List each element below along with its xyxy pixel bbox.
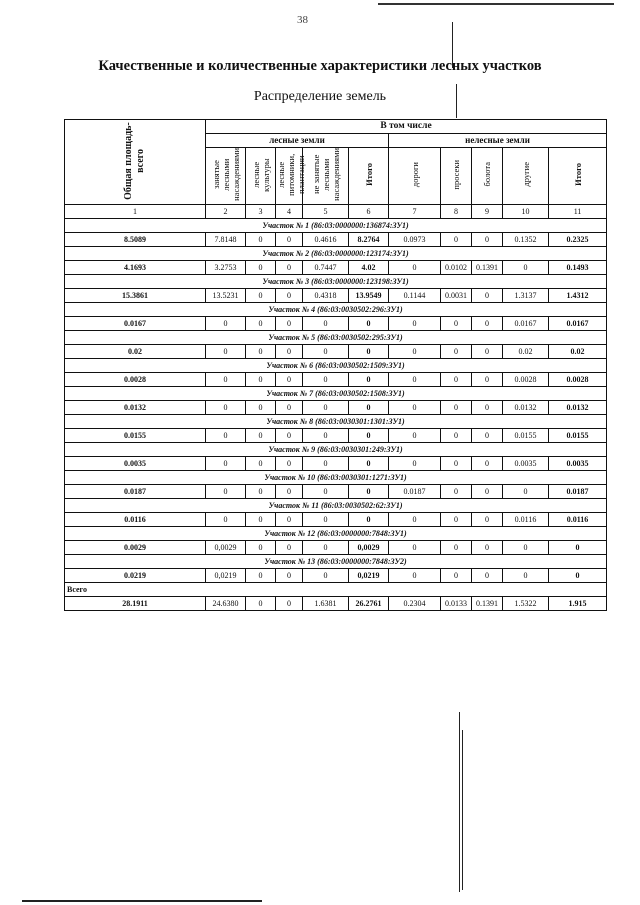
value-cell: 15.3861 — [65, 288, 206, 302]
column-number: 10 — [503, 204, 549, 218]
value-cell: 0 — [441, 456, 472, 470]
value-cell: 0 — [389, 540, 441, 554]
parcel-label: Участок № 7 (86:03:0030502:1508:ЗУ1) — [65, 386, 607, 400]
value-cell: 0 — [389, 512, 441, 526]
value-cell: 0 — [472, 540, 503, 554]
value-cell: 0 — [441, 484, 472, 498]
column-header: Итого — [549, 148, 607, 205]
value-cell: 0 — [246, 316, 276, 330]
value-cell: 0 — [246, 372, 276, 386]
value-cell: 0.0167 — [503, 316, 549, 330]
value-cell: 0.4318 — [303, 288, 349, 302]
value-cell: 0 — [303, 512, 349, 526]
value-cell: 24.6380 — [206, 596, 246, 610]
value-cell: 0 — [303, 400, 349, 414]
value-cell: 0 — [472, 484, 503, 498]
total-label-row — [65, 582, 607, 596]
column-header: дороги — [389, 148, 441, 205]
value-cell: 0 — [276, 232, 303, 246]
value-cell: 0 — [276, 372, 303, 386]
parcel-values-row — [65, 372, 607, 386]
value-cell: 0 — [246, 540, 276, 554]
value-cell: 0.0035 — [549, 456, 607, 470]
value-cell: 0.1352 — [503, 232, 549, 246]
value-cell: 0 — [206, 456, 246, 470]
parcel-values-row — [65, 260, 607, 274]
value-cell: 0.0116 — [549, 512, 607, 526]
parcel-header-row — [65, 246, 607, 260]
value-cell: 0.0167 — [65, 316, 206, 330]
parcel-values-row — [65, 540, 607, 554]
value-cell: 0 — [389, 428, 441, 442]
value-cell: 0 — [472, 568, 503, 582]
parcel-header-row — [65, 498, 607, 512]
value-cell: 0 — [303, 428, 349, 442]
value-cell: 0 — [303, 456, 349, 470]
value-cell: 0 — [349, 484, 389, 498]
value-cell: 0 — [276, 316, 303, 330]
value-cell: 0 — [389, 372, 441, 386]
value-cell: 0.0132 — [503, 400, 549, 414]
value-cell: 0.0167 — [549, 316, 607, 330]
value-cell: 0 — [441, 316, 472, 330]
value-cell: 0 — [276, 512, 303, 526]
value-cell: 0.0187 — [65, 484, 206, 498]
value-cell: 0.02 — [549, 344, 607, 358]
value-cell: 0.1144 — [389, 288, 441, 302]
value-cell: 0 — [276, 484, 303, 498]
value-cell: 1.4312 — [549, 288, 607, 302]
parcel-label: Участок № 12 (86:03:0000000:7848:ЗУ1) — [65, 526, 607, 540]
value-cell: 0.0187 — [389, 484, 441, 498]
value-cell: 0.0973 — [389, 232, 441, 246]
parcel-header-row — [65, 218, 607, 232]
value-cell: 4.1693 — [65, 260, 206, 274]
parcel-label: Участок № 1 (86:03:0000000:136874:ЗУ1) — [65, 218, 607, 232]
column-number: 4 — [276, 204, 303, 218]
value-cell: 0 — [349, 372, 389, 386]
value-cell: 0 — [389, 260, 441, 274]
column-number: 9 — [472, 204, 503, 218]
value-cell: 0 — [276, 428, 303, 442]
value-cell: 3.2753 — [206, 260, 246, 274]
value-cell: 0 — [303, 316, 349, 330]
value-cell: 0 — [441, 540, 472, 554]
value-cell: 0 — [472, 344, 503, 358]
value-cell: 0 — [389, 316, 441, 330]
parcel-values-row — [65, 456, 607, 470]
value-cell: 0.0031 — [441, 288, 472, 302]
value-cell: 0 — [389, 344, 441, 358]
parcel-label: Участок № 5 (86:03:0030502:295:ЗУ1) — [65, 330, 607, 344]
column-number: 7 — [389, 204, 441, 218]
value-cell: 0 — [349, 456, 389, 470]
value-cell: 1.6381 — [303, 596, 349, 610]
value-cell: 0 — [503, 568, 549, 582]
value-cell: 1.5322 — [503, 596, 549, 610]
parcel-values-row — [65, 288, 607, 302]
value-cell: 0 — [549, 568, 607, 582]
value-cell: 0.4616 — [303, 232, 349, 246]
value-cell: 0.0132 — [549, 400, 607, 414]
parcel-values-row — [65, 232, 607, 246]
value-cell: 0 — [246, 288, 276, 302]
value-cell: 0 — [246, 512, 276, 526]
value-cell: 0 — [472, 316, 503, 330]
value-cell: 0 — [303, 540, 349, 554]
value-cell: 0,0219 — [206, 568, 246, 582]
value-cell: 0 — [246, 232, 276, 246]
value-cell: 0.0029 — [65, 540, 206, 554]
value-cell: 0.0028 — [65, 372, 206, 386]
column-header: другие — [503, 148, 549, 205]
column-number: 1 — [65, 204, 206, 218]
value-cell: 0 — [441, 344, 472, 358]
value-cell: 0 — [276, 400, 303, 414]
value-cell: 0 — [349, 316, 389, 330]
value-cell: 0.7447 — [303, 260, 349, 274]
column-number: 6 — [349, 204, 389, 218]
value-cell: 0.1493 — [549, 260, 607, 274]
column-header: Итого — [349, 148, 389, 205]
in-that-number-header: В том числе — [206, 120, 607, 134]
header-row — [65, 120, 607, 134]
column-number: 8 — [441, 204, 472, 218]
scan-artifact-line — [462, 730, 463, 890]
column-number-row — [65, 204, 607, 218]
value-cell: 0 — [276, 260, 303, 274]
value-cell: 7.8148 — [206, 232, 246, 246]
parcel-header-row — [65, 274, 607, 288]
parcel-label: Участок № 8 (86:03:0030301:1301:ЗУ1) — [65, 414, 607, 428]
parcel-values-row — [65, 316, 607, 330]
value-cell: 0.0219 — [65, 568, 206, 582]
value-cell: 0.2325 — [549, 232, 607, 246]
value-cell: 0 — [503, 484, 549, 498]
value-cell: 0 — [246, 568, 276, 582]
value-cell: 0.2304 — [389, 596, 441, 610]
parcel-header-row — [65, 414, 607, 428]
parcel-header-row — [65, 554, 607, 568]
total-area-header: Общая площадь-всего — [65, 120, 206, 205]
value-cell: 0 — [276, 344, 303, 358]
value-cell: 0 — [276, 456, 303, 470]
parcel-label: Участок № 10 (86:03:0030301:1271:ЗУ1) — [65, 470, 607, 484]
parcel-label: Участок № 9 (86:03:0030301:249:ЗУ1) — [65, 442, 607, 456]
parcel-values-row — [65, 400, 607, 414]
value-cell: 0 — [349, 344, 389, 358]
parcel-label: Участок № 3 (86:03:0000000:123198:ЗУ1) — [65, 274, 607, 288]
value-cell: 0.0155 — [549, 428, 607, 442]
parcel-label: Участок № 2 (86:03:0000000:123174:ЗУ1) — [65, 246, 607, 260]
value-cell: 0.0155 — [503, 428, 549, 442]
value-cell: 0 — [206, 372, 246, 386]
parcel-label: Участок № 13 (86:03:0000000:7848:ЗУ2) — [65, 554, 607, 568]
value-cell: 0 — [549, 540, 607, 554]
value-cell: 0 — [349, 428, 389, 442]
parcel-values-row — [65, 484, 607, 498]
value-cell: 0.0102 — [441, 260, 472, 274]
value-cell: 0 — [246, 428, 276, 442]
value-cell: 0 — [246, 400, 276, 414]
value-cell: 0 — [441, 400, 472, 414]
value-cell: 0.0132 — [65, 400, 206, 414]
value-cell: 0 — [389, 456, 441, 470]
value-cell: 0.1391 — [472, 260, 503, 274]
value-cell: 0 — [276, 288, 303, 302]
parcel-header-row — [65, 302, 607, 316]
column-number: 2 — [206, 204, 246, 218]
forest-lands-header: лесные земли — [206, 134, 389, 148]
value-cell: 0 — [441, 428, 472, 442]
value-cell: 0.0133 — [441, 596, 472, 610]
parcel-label: Участок № 6 (86:03:0030502:1509:ЗУ1) — [65, 358, 607, 372]
value-cell: 8.5089 — [65, 232, 206, 246]
value-cell: 0 — [246, 260, 276, 274]
value-cell: 0 — [441, 372, 472, 386]
value-cell: 0 — [349, 400, 389, 414]
value-cell: 8.2764 — [349, 232, 389, 246]
value-cell: 0 — [472, 428, 503, 442]
value-cell: 0 — [246, 596, 276, 610]
value-cell: 0 — [276, 568, 303, 582]
value-cell: 0 — [472, 372, 503, 386]
value-cell: 0 — [206, 400, 246, 414]
column-number: 5 — [303, 204, 349, 218]
value-cell: 0 — [389, 568, 441, 582]
value-cell: 0 — [441, 568, 472, 582]
parcel-header-row — [65, 358, 607, 372]
value-cell: 0 — [303, 568, 349, 582]
value-cell: 0 — [303, 344, 349, 358]
parcel-label: Участок № 4 (86:03:0030502:296:ЗУ1) — [65, 302, 607, 316]
value-cell: 0.0028 — [503, 372, 549, 386]
parcel-header-row — [65, 470, 607, 484]
parcel-header-row — [65, 386, 607, 400]
value-cell: 0 — [441, 232, 472, 246]
column-header: занятые лесными насаждениями — [206, 148, 246, 205]
value-cell: 26.2761 — [349, 596, 389, 610]
parcel-header-row — [65, 526, 607, 540]
value-cell: 0 — [206, 484, 246, 498]
value-cell: 0 — [246, 456, 276, 470]
value-cell: 1.915 — [549, 596, 607, 610]
page-number: 38 — [297, 14, 308, 26]
value-cell: 4.02 — [349, 260, 389, 274]
value-cell: 0 — [246, 484, 276, 498]
value-cell: 0 — [276, 540, 303, 554]
parcel-label: Участок № 11 (86:03:0030502:62:ЗУ1) — [65, 498, 607, 512]
value-cell: 0 — [206, 512, 246, 526]
scan-artifact-top — [378, 3, 614, 5]
value-cell: 0 — [441, 512, 472, 526]
column-header: лесные питомники, плантации — [276, 148, 303, 205]
value-cell: 0,0219 — [349, 568, 389, 582]
value-cell: 0.02 — [503, 344, 549, 358]
value-cell: 28.1911 — [65, 596, 206, 610]
value-cell: 0.0155 — [65, 428, 206, 442]
value-cell: 0.0187 — [549, 484, 607, 498]
column-header: болота — [472, 148, 503, 205]
value-cell: 0 — [472, 400, 503, 414]
value-cell: 0 — [472, 512, 503, 526]
value-cell: 0 — [276, 596, 303, 610]
column-number: 11 — [549, 204, 607, 218]
value-cell: 0 — [349, 512, 389, 526]
value-cell: 0,0029 — [349, 540, 389, 554]
scan-artifact-line — [459, 712, 460, 892]
value-cell: 0.0035 — [65, 456, 206, 470]
value-cell: 0.1391 — [472, 596, 503, 610]
document-title: Качественные и количественные характеристики лесных участков — [98, 58, 542, 74]
value-cell: 0.0116 — [65, 512, 206, 526]
value-cell: 0.0035 — [503, 456, 549, 470]
value-cell: 0 — [206, 316, 246, 330]
parcel-values-row — [65, 568, 607, 582]
value-cell: 0 — [503, 540, 549, 554]
value-cell: 0 — [389, 400, 441, 414]
parcel-header-row — [65, 330, 607, 344]
total-values-row — [65, 596, 607, 610]
value-cell: 0 — [206, 428, 246, 442]
value-cell: 0 — [472, 288, 503, 302]
value-cell: 0,0029 — [206, 540, 246, 554]
value-cell: 0 — [472, 232, 503, 246]
value-cell: 13.9549 — [349, 288, 389, 302]
scan-artifact-bottom — [22, 900, 262, 902]
column-number: 3 — [246, 204, 276, 218]
document-subtitle: Распределение земель — [253, 89, 387, 104]
value-cell: 0 — [303, 484, 349, 498]
value-cell: 0 — [303, 372, 349, 386]
value-cell: 0 — [206, 344, 246, 358]
parcel-values-row — [65, 344, 607, 358]
value-cell: 13.5231 — [206, 288, 246, 302]
value-cell: 0.0028 — [549, 372, 607, 386]
column-header: не занятые лесными насаждениями — [303, 148, 349, 205]
total-label: Всего — [65, 582, 607, 596]
value-cell: 1.3137 — [503, 288, 549, 302]
column-header: лесные культуры — [246, 148, 276, 205]
value-cell: 0 — [472, 456, 503, 470]
land-distribution-table — [64, 119, 607, 611]
parcel-header-row — [65, 442, 607, 456]
value-cell: 0.02 — [65, 344, 206, 358]
parcel-values-row — [65, 428, 607, 442]
value-cell: 0 — [503, 260, 549, 274]
nonforest-lands-header: нелесные земли — [389, 134, 607, 148]
column-header: просеки — [441, 148, 472, 205]
value-cell: 0.0116 — [503, 512, 549, 526]
value-cell: 0 — [246, 344, 276, 358]
parcel-values-row — [65, 512, 607, 526]
